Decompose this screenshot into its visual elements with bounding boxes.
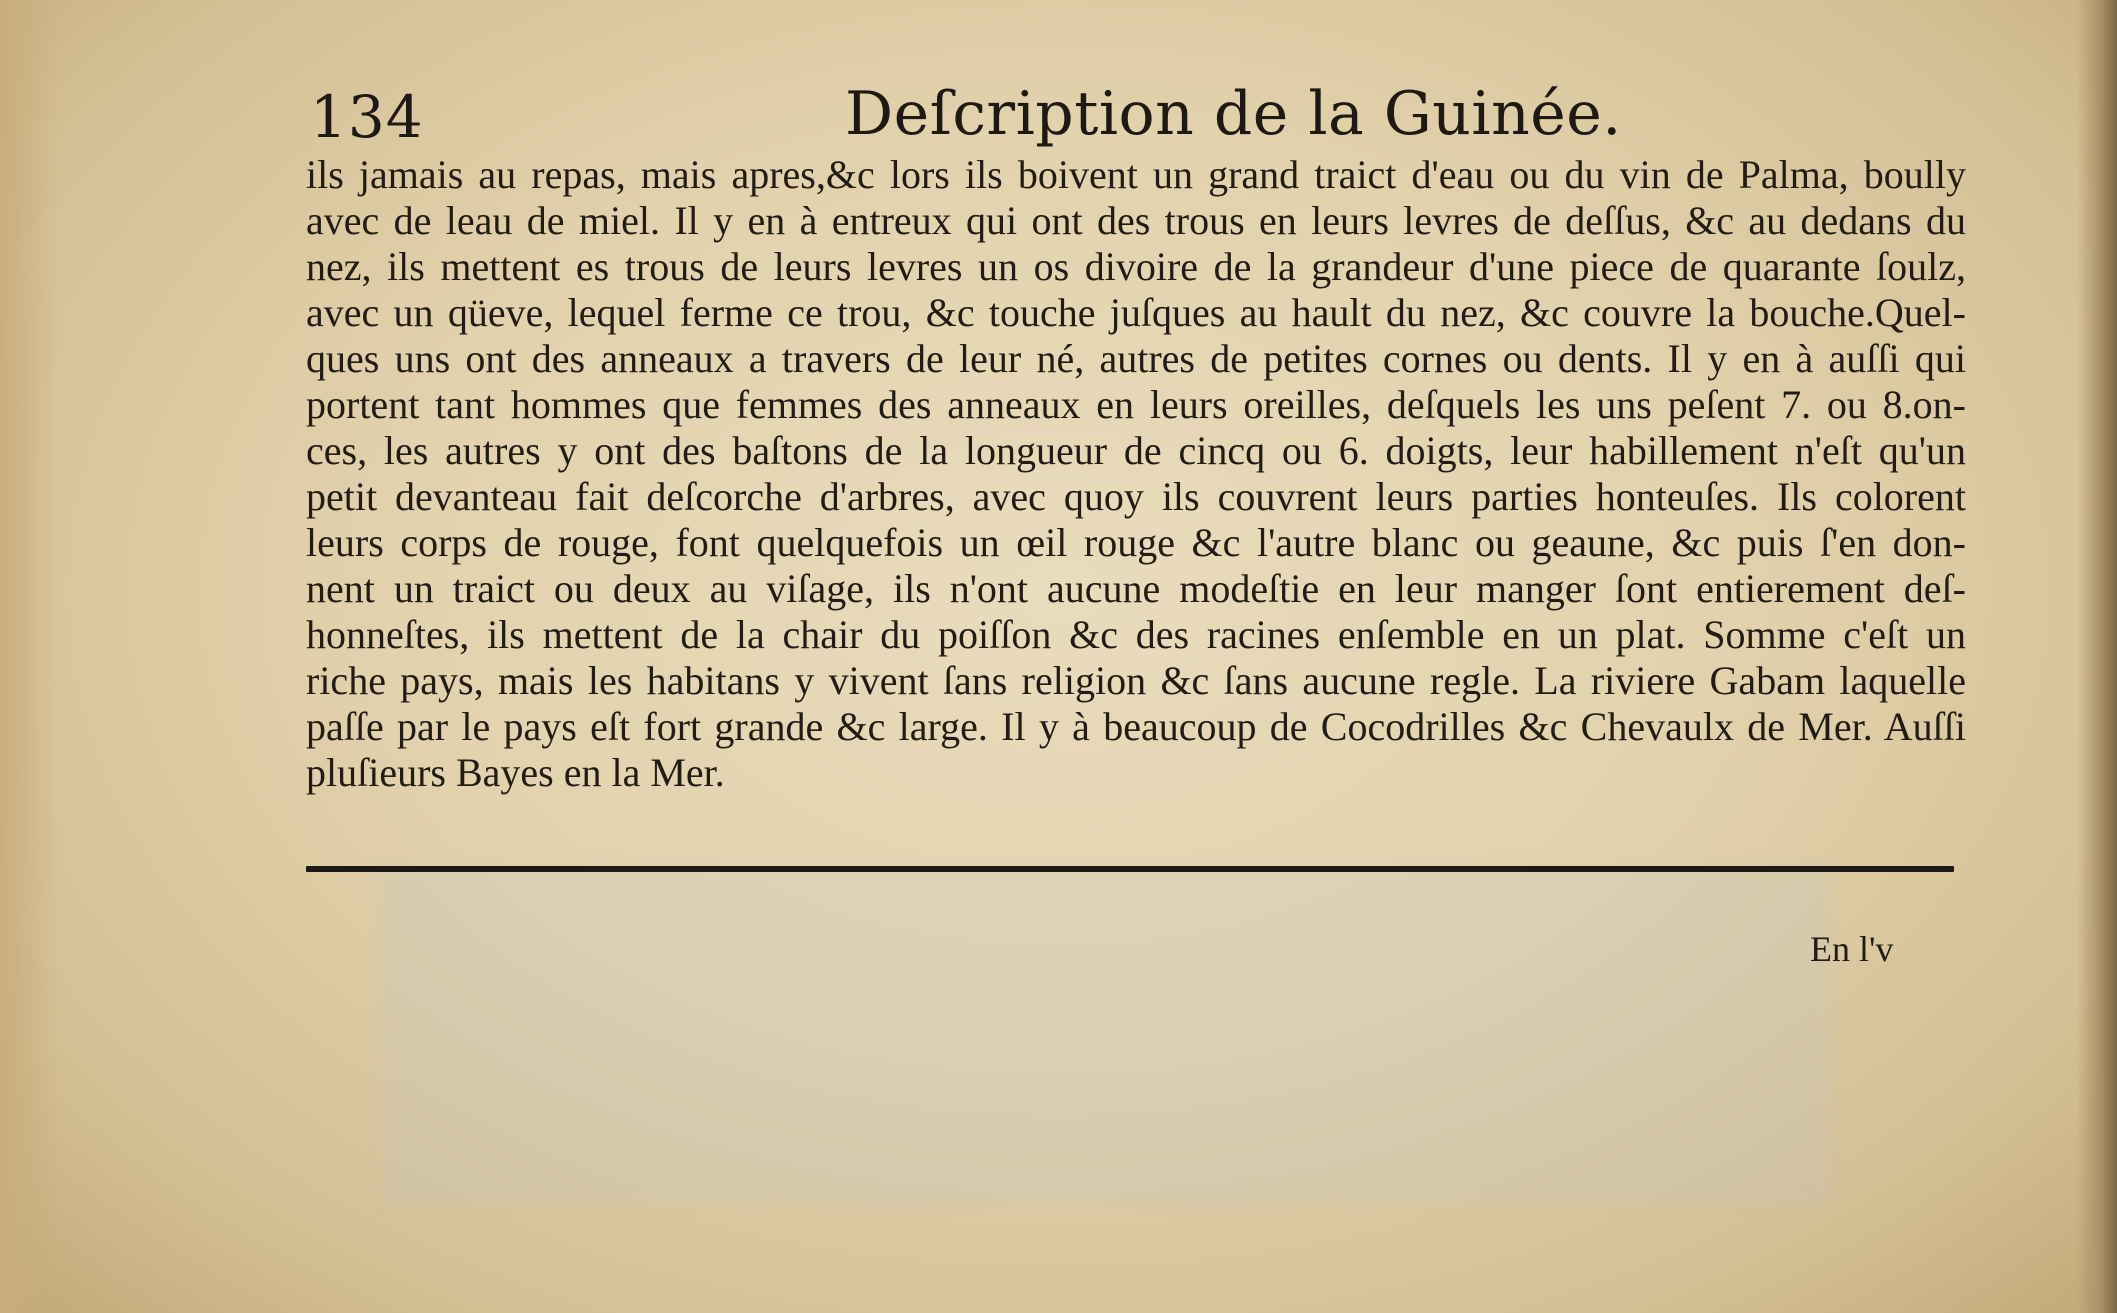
page-number: 134 <box>310 83 424 151</box>
catchword: En l'v <box>1810 929 1894 969</box>
body-text <box>306 152 1966 796</box>
text-line: ques uns ont des anneaux a travers de leur né, autres de petites cornes ou dents. Il y en à auſſi qui <box>306 336 1966 381</box>
text-line: honneſtes, ils mettent de la chair du poiſſon &c des racines enſemble en un plat. Somme c'eſt un <box>306 612 1966 657</box>
text-line: petit devanteau fait deſcorche d'arbres, avec quoy ils couvrent leurs parties honteuſes. Ils colorent <box>306 474 1966 519</box>
running-title: Deſcription de la Guinée. <box>845 79 1622 149</box>
text-line: ces, les autres y ont des baſtons de la longueur de cincq ou 6. doigts, leur habillement n'eſt qu'un <box>306 428 1966 473</box>
text-line: leurs corps de rouge, font quelquefois un œil rouge &c l'autre blanc ou geaune, &c puis ſ'en don- <box>306 520 1966 565</box>
show-through-stain <box>380 865 1830 1205</box>
text-line: ils jamais au repas, mais apres,&c lors ils boivent un grand traict d'eau ou du vin de Palma, boully <box>306 152 1966 197</box>
text-line: avec de leau de miel. Il y en à entreux qui ont des trous en leurs levres de deſſus, &c au dedans du <box>306 198 1966 243</box>
horizontal-rule <box>306 866 1954 872</box>
text-line: paſſe par le pays eſt fort grande &c large. Il y à beaucoup de Cocodrilles &c Chevaulx de Mer. Auſſi <box>306 704 1966 749</box>
text-line: riche pays, mais les habitans y vivent ſans religion &c ſans aucune regle. La riviere Gabam laquelle <box>306 658 1966 703</box>
text-line: avec un qüeve, lequel ferme ce trou, &c touche juſques au hault du nez, &c couvre la bouche.Quel- <box>306 290 1966 335</box>
text-line: portent tant hommes que femmes des anneaux en leurs oreilles, deſquels les uns peſent 7. ou 8.on- <box>306 382 1966 427</box>
text-line: nez, ils mettent es trous de leurs levres un os divoire de la grandeur d'une piece de quarante ſoulz, <box>306 244 1966 289</box>
text-line: pluſieurs Bayes en la Mer. <box>306 750 725 795</box>
text-line: nent un traict ou deux au viſage, ils n'ont aucune modeſtie en leur manger ſont entierement deſ- <box>306 566 1966 611</box>
